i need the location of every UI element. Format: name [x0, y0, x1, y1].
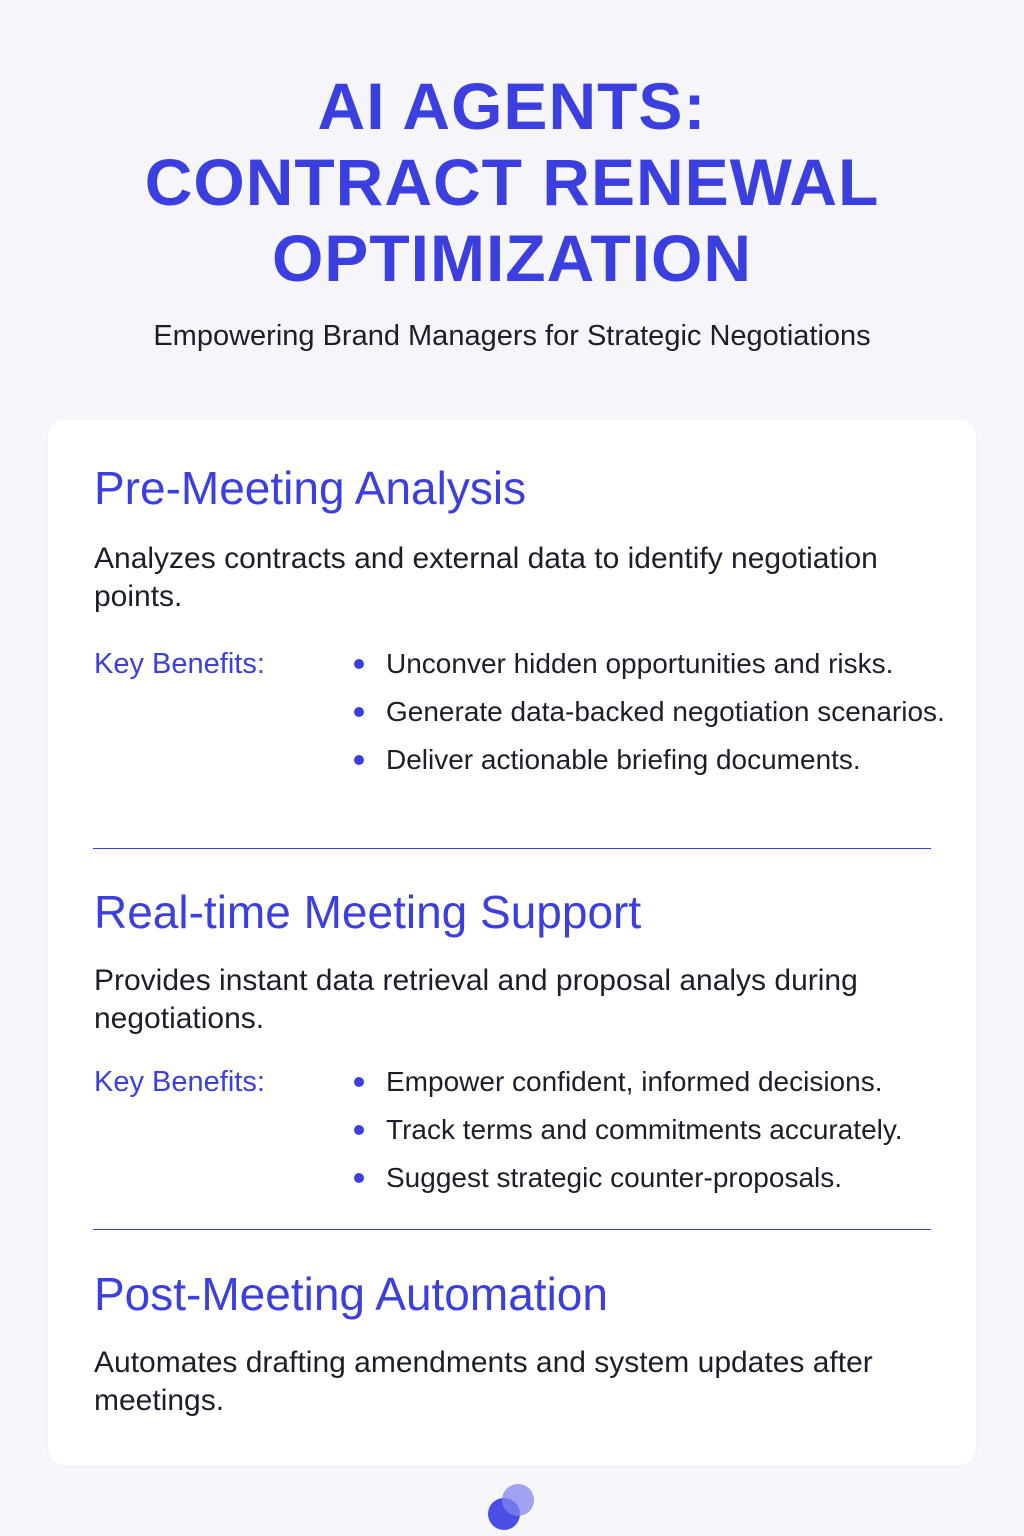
section-post-meeting-automation [94, 1266, 954, 1417]
section-real-time-support [94, 884, 954, 1193]
benefit-item [352, 694, 962, 730]
benefit-item [352, 646, 962, 682]
title-line-2: CONTRACT RENEWAL [144, 145, 880, 219]
benefits-list [352, 1064, 962, 1208]
benefit-item [352, 1064, 962, 1100]
section-description: Automates drafting amendments and system updates after meetings. [94, 1346, 873, 1417]
section-heading: Pre-Meeting Analysis [94, 462, 527, 514]
title-line-1: AI AGENTS: [317, 69, 707, 143]
benefit-text: Track terms and commitments accurately. [386, 1114, 903, 1145]
page-subtitle: Empowering Brand Managers for Strategic Negotiations [153, 320, 871, 352]
benefit-text: Suggest strategic counter-proposals. [386, 1162, 843, 1193]
section-heading: Post-Meeting Automation [94, 1268, 608, 1320]
benefit-item [352, 1160, 962, 1196]
bullet-icon [354, 707, 364, 717]
benefit-item [352, 1112, 962, 1148]
benefit-item [352, 742, 962, 778]
title-line-3: OPTIMIZATION [271, 221, 753, 295]
section-pre-meeting-analysis [94, 460, 954, 775]
section-heading: Real-time Meeting Support [94, 886, 642, 938]
section-divider [93, 1229, 931, 1230]
benefits-label: Key Benefits: [94, 1066, 265, 1098]
bullet-icon [354, 1173, 364, 1183]
bullet-icon [354, 659, 364, 669]
benefit-text: Empower confident, informed decisions. [386, 1066, 883, 1097]
benefit-text: Unconver hidden opportunities and risks. [386, 648, 894, 679]
bullet-icon [354, 755, 364, 765]
logo-circle-back [502, 1484, 534, 1516]
benefit-text: Generate data-backed negotiation scenarios. [386, 696, 945, 727]
bullet-icon [354, 1077, 364, 1087]
benefits-label: Key Benefits: [94, 648, 265, 680]
section-description: Provides instant data retrieval and proposal analys during negotiations. [94, 964, 858, 1035]
benefit-text: Deliver actionable briefing documents. [386, 744, 861, 775]
overlapping-circles-icon [488, 1484, 534, 1532]
section-divider [93, 848, 931, 849]
section-description: Analyzes contracts and external data to identify negotiation points. [94, 542, 878, 613]
page-title [0, 68, 1024, 296]
benefits-list [352, 646, 962, 790]
bullet-icon [354, 1125, 364, 1135]
